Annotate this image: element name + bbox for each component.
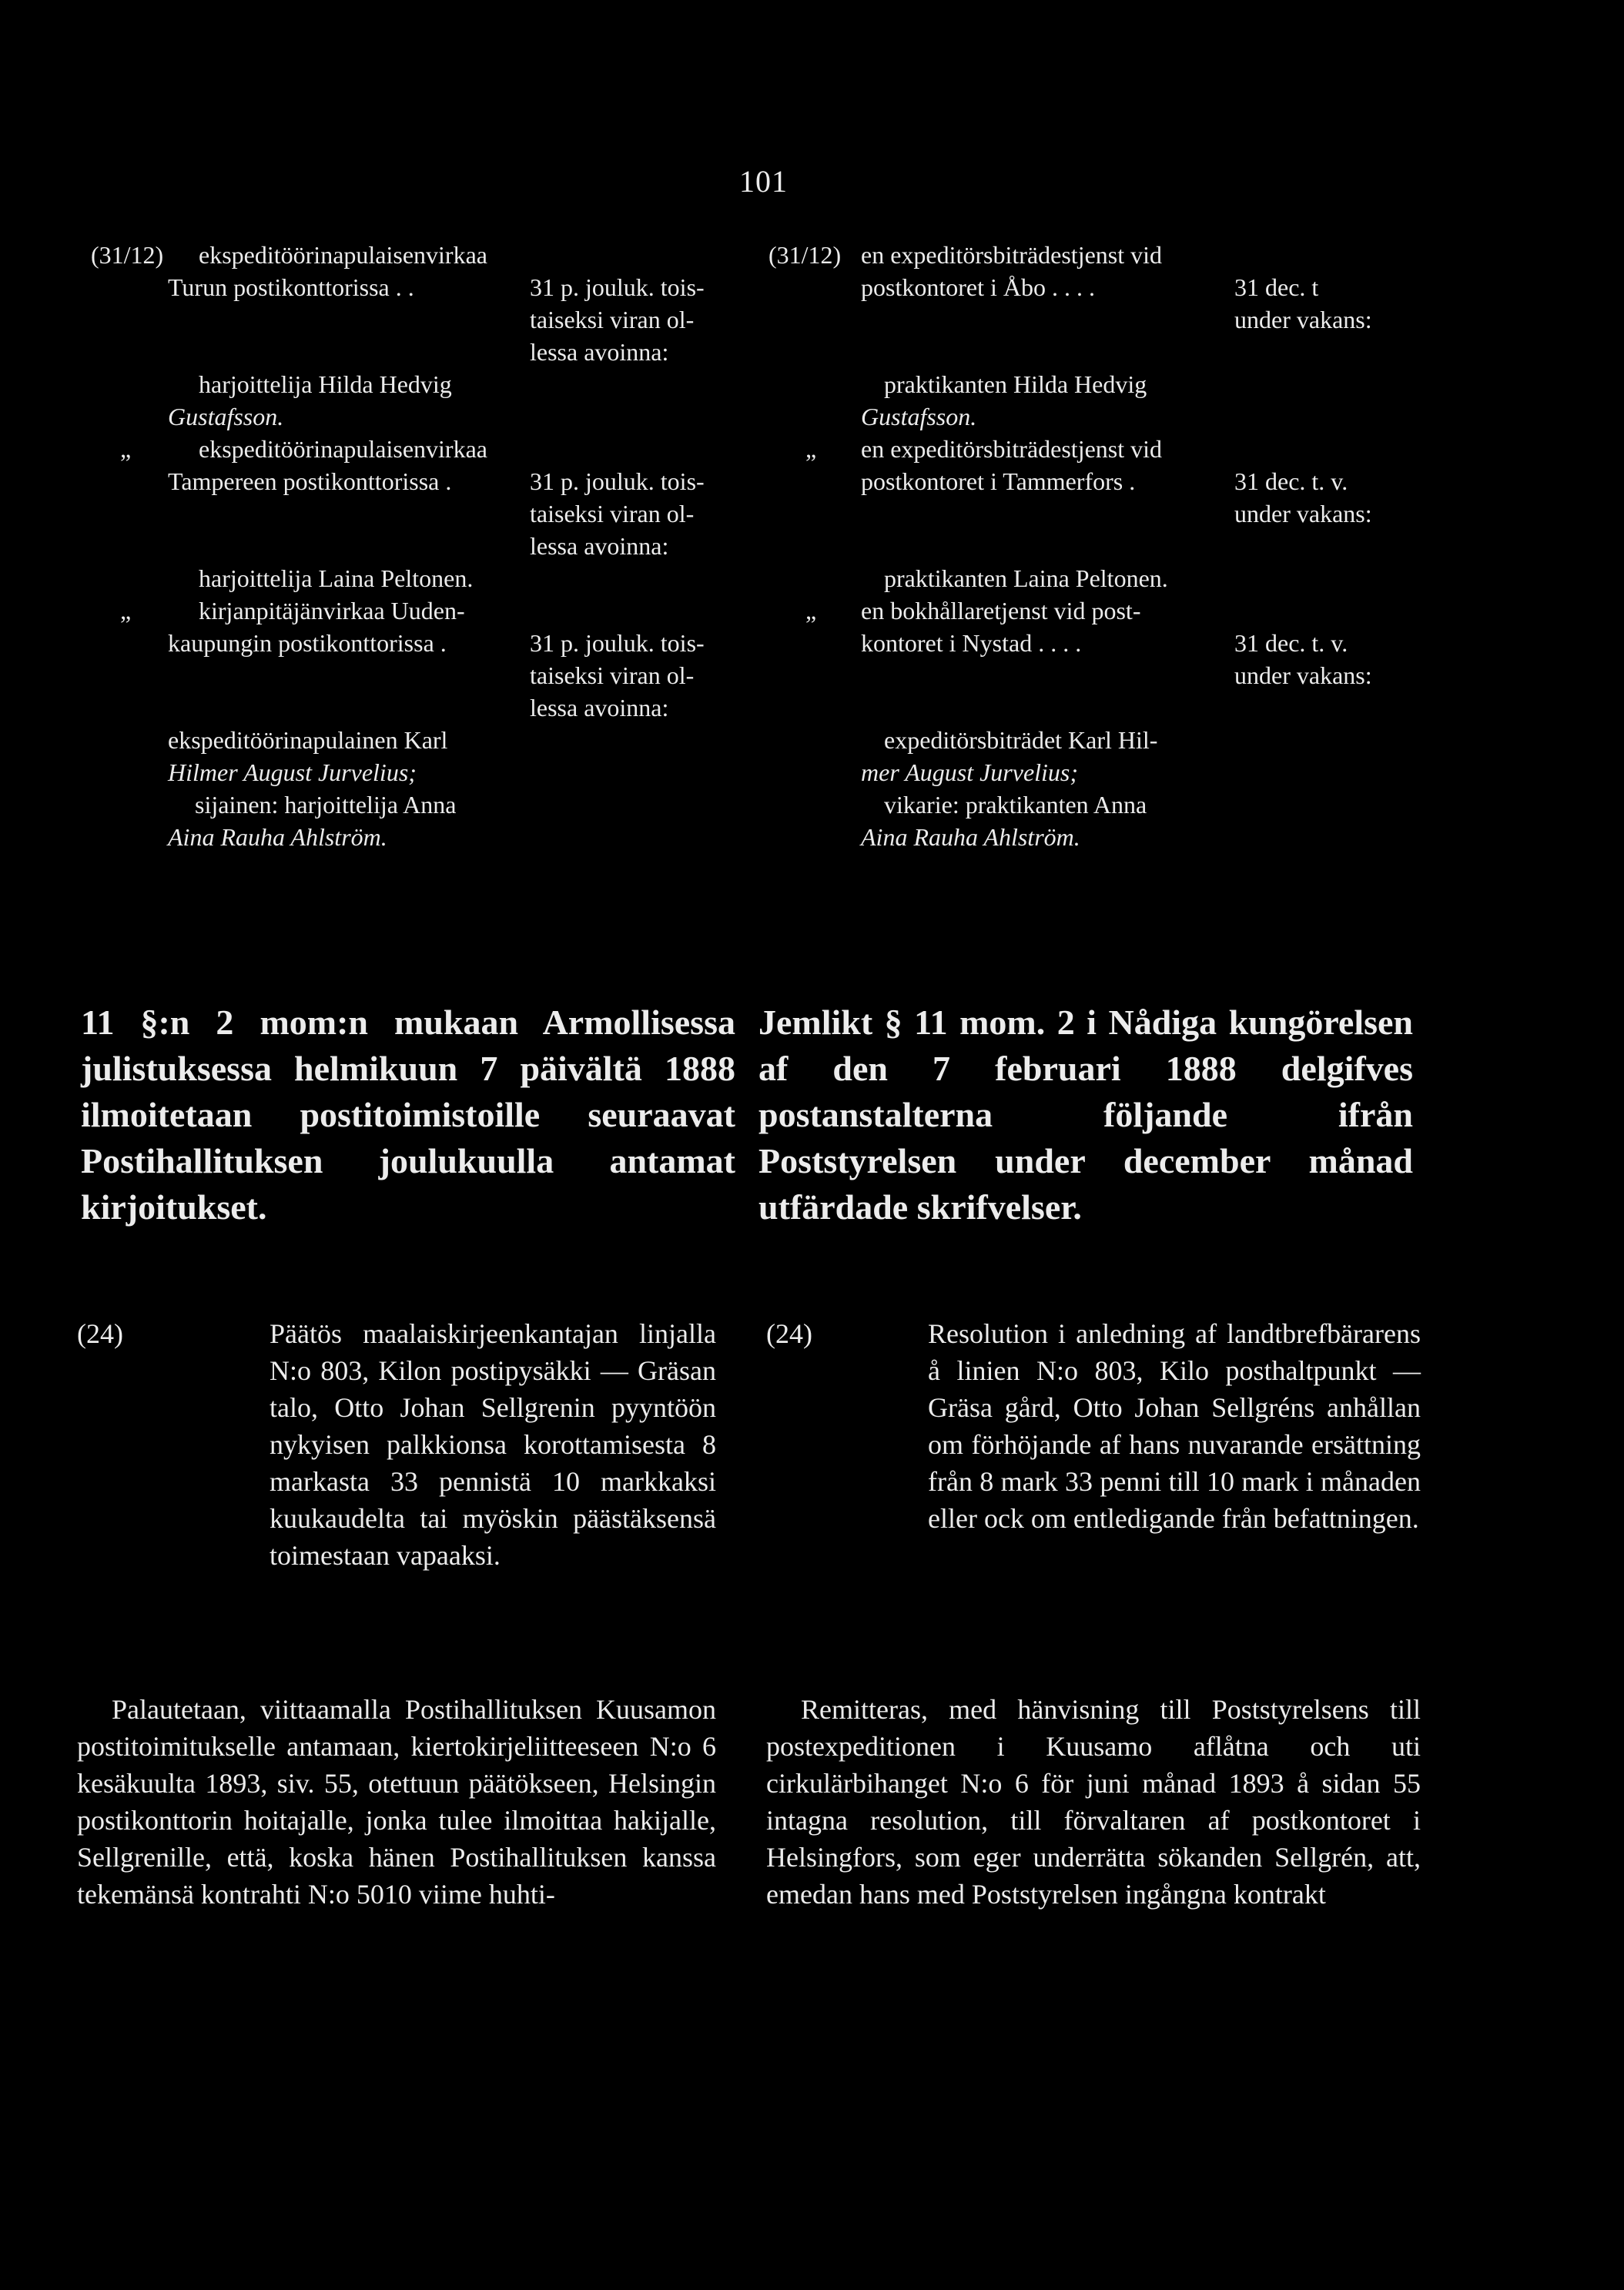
ditto-mark: „	[805, 597, 817, 624]
entry-status: taiseksi viran ol-	[530, 500, 695, 527]
entry-position: ekspeditöörinapulaisenvirkaa	[199, 435, 487, 463]
entry-appointee: harjoittelija Laina Peltonen.	[199, 564, 474, 592]
entry-date: 31 p. jouluk. tois-	[530, 467, 705, 495]
resolution-text: Resolution i anledning af landtbrefbärarens å linien N:o 803, Kilo posthaltpunkt — Gräsa gård, Otto Johan Sellgréns anhållan om förhöjande af hans nuvarande ersättning från 8 mark 33 penni till 10 mark i månaden eller ock om entledigande från befattningen.	[928, 1318, 1421, 1534]
entry-appointee: harjoittelija Hilda Hedvig	[199, 370, 452, 398]
resolution-sv	[766, 1315, 1421, 1537]
entry-position: en bokhållaretjenst vid post-	[861, 597, 1141, 624]
entry-substitute: vikarie: praktikanten Anna	[884, 791, 1147, 819]
entry-appointee: Gustafsson.	[861, 403, 977, 430]
entry-appointee: Gustafsson.	[168, 403, 284, 430]
entry-position: en expeditörsbiträdestjenst vid	[861, 435, 1163, 463]
section-heading-fi: 11 §:n 2 mom:n mukaan Armollisessa julistuksessa helmikuun 7 päivältä 1888 ilmoitetaan postitoimistoille seuraavat Postihallituksen joulukuulla antamat kirjoitukset.	[81, 1003, 735, 1227]
vacancy-entry-abo	[768, 239, 1423, 433]
entry-status: lessa avoinna:	[530, 338, 669, 366]
entry-number: (31/12)	[91, 241, 164, 269]
resolution-decision-sv: Remitteras, med hänvisning till Poststyrelsens till postexpeditionen i Kuusamo aflåtna och uti cirkulärbihanget N:o 6 för juni månad 1893 å sidan 55 intagna resolution, till förvaltaren af postkontoret i Helsingfors, som eger underrätta sökanden Sellgrén, att, emedan hans med Poststyrelsen ingångna kontrakt	[766, 1694, 1421, 1910]
ditto-mark: „	[120, 597, 132, 624]
vacancy-entry-tammerfors	[768, 433, 1423, 594]
entry-office: kontoret i Nystad . . . .	[861, 629, 1082, 657]
entry-status: under vakans:	[1234, 500, 1372, 527]
resolution-fi	[77, 1315, 716, 1574]
entry-office: Turun postikonttorissa . .	[168, 273, 414, 301]
entry-status: under vakans:	[1234, 306, 1372, 333]
vacancy-entry-uusikaupunki	[91, 594, 730, 853]
entry-substitute: Aina Rauha Ahlström.	[168, 823, 387, 851]
resolution-decision-fi: Palautetaan, viittaamalla Postihallituksen Kuusamon postitoimitukselle antamaan, kiertokirjeliitteeseen N:o 6 kesäkuulta 1893, siv. 55, otettuun päätökseen, Helsingin postikonttorin hoitajalle, jonka tulee ilmoittaa hakijalle, Sellgrenille, että, koska hänen Postihallituksen kanssa tekemänsä kontrahti N:o 5010 viime huhti-	[77, 1694, 716, 1910]
entry-status: lessa avoinna:	[530, 532, 669, 560]
vacancy-entry-nystad	[768, 594, 1423, 853]
entry-position: en expeditörsbiträdestjenst vid	[861, 241, 1163, 269]
entry-substitute: Aina Rauha Ahlström.	[861, 823, 1080, 851]
ditto-mark: „	[805, 435, 817, 463]
resolution-number: (24)	[77, 1318, 123, 1349]
vacancy-entry-turku	[91, 239, 730, 433]
entry-appointee: ekspeditöörinapulainen Karl	[168, 726, 448, 754]
entry-office: postkontoret i Åbo . . . .	[861, 273, 1095, 301]
entry-status: taiseksi viran ol-	[530, 661, 695, 689]
entry-office: Tampereen postikonttorissa .	[168, 467, 452, 495]
section-heading-sv: Jemlikt § 11 mom. 2 i Nådiga kungörelsen af den 7 februari 1888 delgifves postanstalterna följande ifrån Poststyrelsen under december månad utfärdade skrifvelser.	[758, 1003, 1413, 1227]
vacancy-list-sv	[768, 239, 1423, 853]
entry-office: postkontoret i Tammerfors .	[861, 467, 1136, 495]
page-number: 101	[739, 164, 788, 199]
entry-status: lessa avoinna:	[530, 694, 669, 721]
ditto-mark: „	[120, 435, 132, 463]
entry-status: taiseksi viran ol-	[530, 306, 695, 333]
entry-appointee: mer August Jurvelius;	[861, 758, 1079, 786]
entry-date: 31 dec. t. v.	[1234, 467, 1348, 495]
entry-office: kaupungin postikonttorissa .	[168, 629, 447, 657]
entry-appointee: expeditörsbiträdet Karl Hil-	[884, 726, 1158, 754]
entry-position: ekspeditöörinapulaisenvirkaa	[199, 241, 487, 269]
vacancy-entry-tampere	[91, 433, 730, 594]
entry-position: kirjanpitäjänvirkaa Uuden-	[199, 597, 465, 624]
entry-date: 31 dec. t	[1234, 273, 1319, 301]
entry-status: under vakans:	[1234, 661, 1372, 689]
entry-appointee: praktikanten Laina Peltonen.	[884, 564, 1168, 592]
entry-substitute: sijainen: harjoittelija Anna	[195, 791, 457, 819]
entry-date: 31 p. jouluk. tois-	[530, 629, 705, 657]
entry-date: 31 dec. t. v.	[1234, 629, 1348, 657]
entry-appointee: praktikanten Hilda Hedvig	[884, 370, 1147, 398]
entry-appointee: Hilmer August Jurvelius;	[168, 758, 417, 786]
entry-date: 31 p. jouluk. tois-	[530, 273, 705, 301]
entry-number: (31/12)	[768, 241, 842, 269]
resolution-number: (24)	[766, 1318, 812, 1349]
resolution-text: Päätös maalaiskirjeenkantajan linjalla N:o 803, Kilon postipysäkki — Gräsan talo, Otto Johan Sellgrenin pyyntöön nykyisen palkkionsa korottamisesta 8 markasta 33 pennistä 10 markkaksi kuukaudelta tai myöskin päästäksensä toimestaan vapaaksi.	[270, 1318, 716, 1571]
vacancy-list-fi	[91, 239, 730, 853]
